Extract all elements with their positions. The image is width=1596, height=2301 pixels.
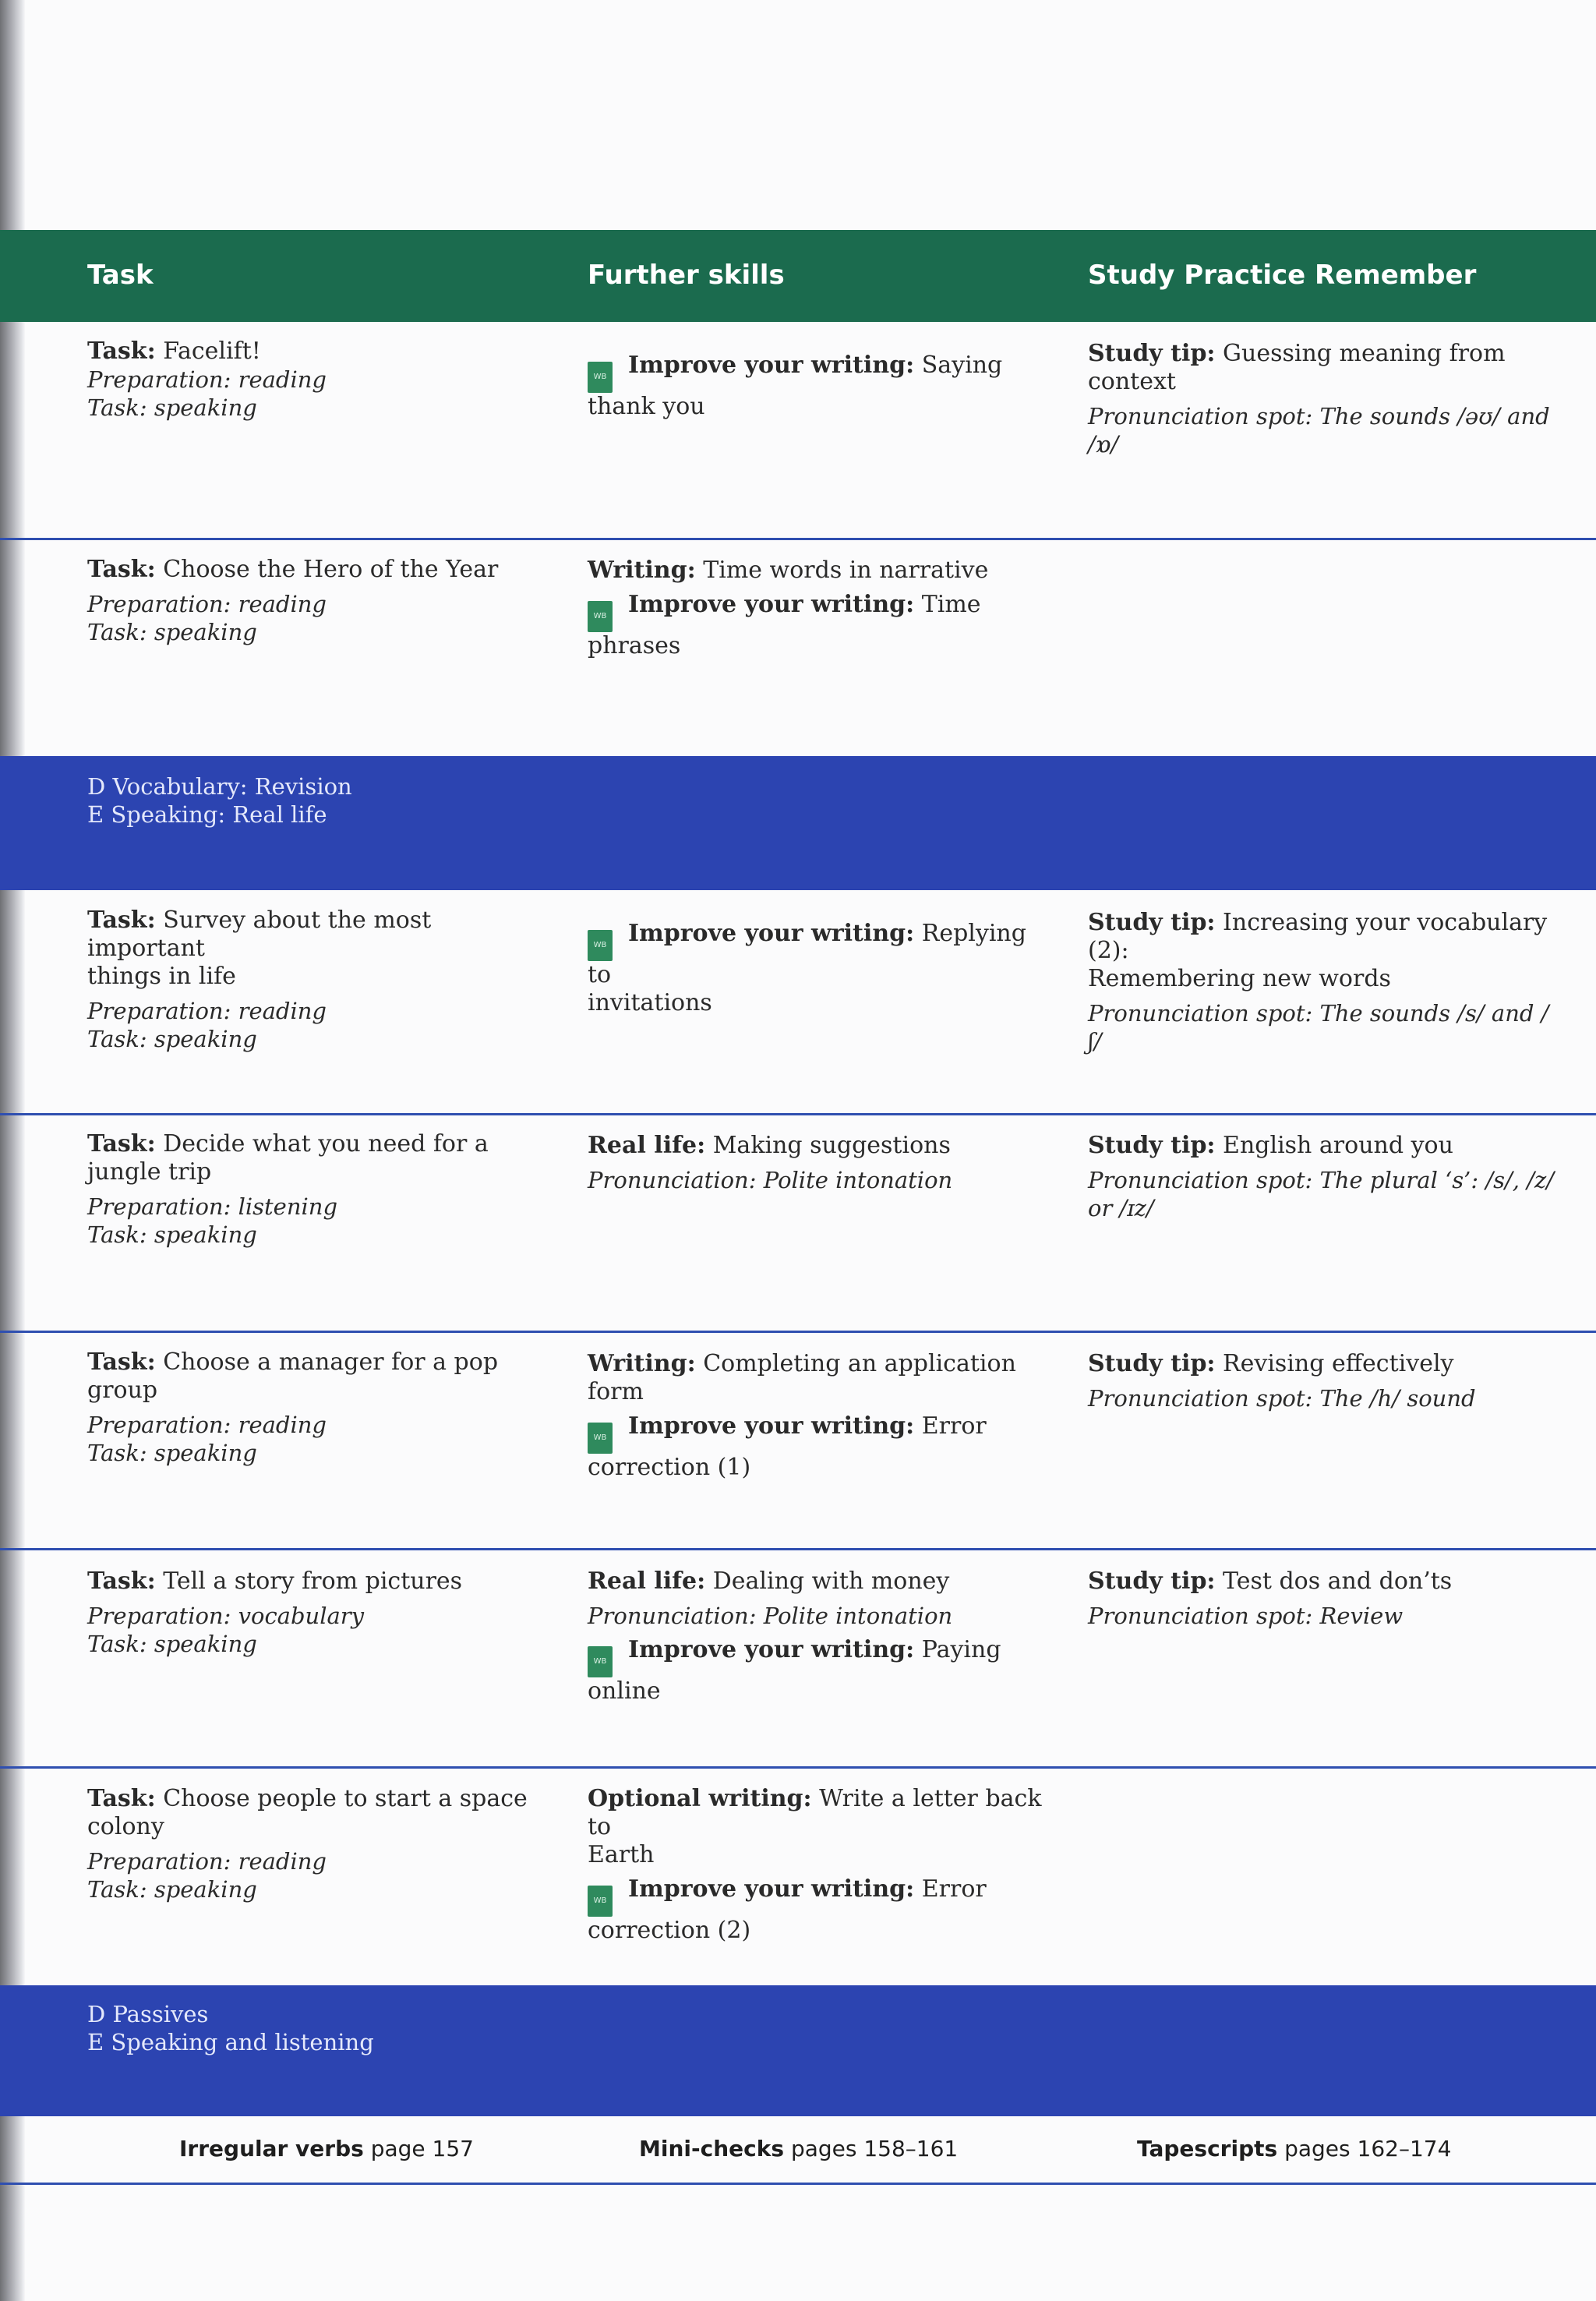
workbook-icon: WB <box>588 1646 613 1677</box>
row-2-further-cell <box>588 557 1055 660</box>
preparation-line: Preparation: vocabulary <box>87 1603 365 1629</box>
band-line-passives: D Passives <box>87 2001 209 2027</box>
pronunciation-spot: Pronunciation spot: Review <box>1088 1603 1404 1629</box>
study-tip-label: Study tip: <box>1088 340 1216 367</box>
task-text: Facelift! <box>163 338 261 365</box>
row-5-study-cell <box>1088 1350 1555 1412</box>
improve-writing-text: Paying <box>921 1636 1001 1663</box>
writing-text-cont: form <box>588 1378 644 1405</box>
task-label: Task: <box>87 556 156 583</box>
header-task: Task <box>87 260 154 291</box>
pronunciation-spot-cont: or /ɪz/ <box>1088 1195 1154 1221</box>
improve-writing-cont: correction (1) <box>588 1454 751 1481</box>
task-text-cont: group <box>87 1377 158 1404</box>
row-3-study-cell <box>1088 909 1555 1055</box>
header-study-practice-remember: Study Practice Remember <box>1088 260 1477 291</box>
pronunciation-spot: Pronunciation spot: The plural ‘s’: /s/, /z/ <box>1088 1167 1555 1193</box>
irregular-verbs-pages: page 157 <box>370 2136 474 2161</box>
real-life-label: Real life: <box>588 1568 706 1595</box>
row-divider <box>0 1331 1596 1333</box>
row-4-study-cell <box>1088 1132 1555 1222</box>
improve-writing-label: Improve your writing: <box>628 352 915 379</box>
row-1-study-cell <box>1088 340 1555 458</box>
row-6-further-cell <box>588 1568 1055 1705</box>
row-2-task-cell <box>87 556 555 646</box>
optional-writing-label: Optional writing: <box>588 1785 812 1812</box>
writing-text: Completing an application <box>703 1350 1016 1377</box>
task-type-line: Task: speaking <box>87 394 257 421</box>
pronunciation-spot: Pronunciation spot: The /h/ sound <box>1088 1385 1476 1412</box>
header-further-skills: Further skills <box>588 260 785 291</box>
task-label: Task: <box>87 1348 156 1376</box>
improve-writing-label: Improve your writing: <box>628 920 915 947</box>
improve-writing-text: Error <box>921 1875 987 1903</box>
row-4-task-cell <box>87 1130 555 1249</box>
task-label: Task: <box>87 338 156 365</box>
task-type-line: Task: speaking <box>87 619 257 645</box>
study-tip-text: English around you <box>1223 1132 1453 1159</box>
tapescripts-label: Tapescripts <box>1137 2136 1278 2161</box>
row-4-further-cell <box>588 1132 1055 1194</box>
task-text: Choose people to start a space <box>163 1785 528 1812</box>
irregular-verbs-label: Irregular verbs <box>179 2136 364 2161</box>
workbook-icon: WB <box>588 1886 613 1917</box>
preparation-line: Preparation: reading <box>87 366 327 393</box>
real-life-text: Dealing with money <box>712 1568 950 1595</box>
improve-writing-label: Improve your writing: <box>628 1412 915 1440</box>
row-5-task-cell <box>87 1348 555 1467</box>
row-divider <box>0 1548 1596 1550</box>
workbook-icon: WB <box>588 930 613 961</box>
task-type-line: Task: speaking <box>87 1221 257 1248</box>
tapescripts-pages: pages 162–174 <box>1284 2136 1452 2161</box>
improve-writing-cont: phrases <box>588 632 681 659</box>
row-5-further-cell <box>588 1350 1055 1482</box>
footer-tapescripts <box>1137 2136 1451 2161</box>
task-text-cont: colony <box>87 1813 164 1840</box>
row-7-further-cell <box>588 1785 1055 1945</box>
pronunciation-line: Pronunciation: Polite intonation <box>588 1167 953 1193</box>
task-type-line: Task: speaking <box>87 1440 257 1466</box>
mini-checks-pages: pages 158–161 <box>790 2136 959 2161</box>
workbook-icon: WB <box>588 1423 613 1454</box>
pronunciation-line: Pronunciation: Polite intonation <box>588 1603 953 1629</box>
task-label: Task: <box>87 1130 156 1158</box>
book-spine-shadow <box>0 0 25 2301</box>
task-type-line: Task: speaking <box>87 1876 257 1903</box>
study-tip-text: Revising effectively <box>1223 1350 1454 1377</box>
preparation-line: Preparation: listening <box>87 1193 338 1220</box>
task-label: Task: <box>87 1568 156 1595</box>
pronunciation-spot: Pronunciation spot: The sounds /əʊ/ and /ɒ/ <box>1088 403 1550 458</box>
pronunciation-spot: Pronunciation spot: The sounds /s/ and /ʃ/ <box>1088 1000 1549 1055</box>
study-tip-label: Study tip: <box>1088 909 1216 936</box>
improve-writing-cont: invitations <box>588 989 712 1016</box>
footer-mini-checks <box>639 2136 958 2161</box>
preparation-line: Preparation: reading <box>87 1848 327 1875</box>
row-1-further-cell <box>588 352 1055 421</box>
improve-writing-cont: online <box>588 1677 661 1705</box>
footer-irregular-verbs <box>179 2136 474 2161</box>
task-text: Decide what you need for a <box>163 1130 489 1158</box>
workbook-icon: WB <box>588 601 613 632</box>
improve-writing-label: Improve your writing: <box>628 1636 915 1663</box>
study-tip-text: Increasing your vocabulary (2): <box>1088 909 1548 964</box>
real-life-label: Real life: <box>588 1132 706 1159</box>
study-tip-label: Study tip: <box>1088 1568 1216 1595</box>
preparation-line: Preparation: reading <box>87 1412 327 1438</box>
improve-writing-cont: correction (2) <box>588 1917 751 1944</box>
task-label: Task: <box>87 1785 156 1812</box>
row-divider <box>0 1766 1596 1769</box>
improve-writing-text: Replying to <box>588 920 1026 988</box>
task-text-cont: jungle trip <box>87 1158 212 1186</box>
band-line-speaking-listening: E Speaking and listening <box>87 2029 374 2055</box>
task-text: Choose the Hero of the Year <box>163 556 499 583</box>
optional-writing-text: Write a letter back to <box>588 1785 1042 1840</box>
real-life-text: Making suggestions <box>712 1132 951 1159</box>
optional-writing-cont: Earth <box>588 1841 655 1868</box>
study-tip-text: Guessing meaning from <box>1223 340 1506 367</box>
writing-text: Time words in narrative <box>703 557 989 584</box>
row-3-task-cell <box>87 907 555 1053</box>
mini-checks-label: Mini-checks <box>639 2136 785 2161</box>
workbook-icon: WB <box>588 362 613 393</box>
row-divider <box>0 538 1596 540</box>
improve-writing-label: Improve your writing: <box>628 1875 915 1903</box>
improve-writing-text: Error <box>921 1412 987 1440</box>
study-tip-label: Study tip: <box>1088 1350 1216 1377</box>
improve-writing-text: Time <box>921 591 981 618</box>
task-label: Task: <box>87 907 156 934</box>
improve-writing-label: Improve your writing: <box>628 591 915 618</box>
improve-writing-cont: thank you <box>588 393 705 420</box>
preparation-line: Preparation: reading <box>87 998 327 1024</box>
task-text-cont: things in life <box>87 963 236 990</box>
improve-writing-text: Saying <box>921 352 1003 379</box>
band-line-speaking-real-life: E Speaking: Real life <box>87 801 327 828</box>
task-text: Choose a manager for a pop <box>163 1348 499 1376</box>
study-tip-label: Study tip: <box>1088 1132 1216 1159</box>
task-type-line: Task: speaking <box>87 1631 257 1657</box>
row-divider <box>0 1113 1596 1115</box>
task-type-line: Task: speaking <box>87 1026 257 1052</box>
row-6-task-cell <box>87 1568 555 1658</box>
writing-label: Writing: <box>588 557 696 584</box>
study-tip-text: Test dos and don’ts <box>1223 1568 1453 1595</box>
study-tip-cont: context <box>1088 368 1176 395</box>
row-6-study-cell <box>1088 1568 1555 1630</box>
row-3-further-cell <box>588 920 1055 1017</box>
preparation-line: Preparation: reading <box>87 591 327 617</box>
band-line-vocabulary-revision: D Vocabulary: Revision <box>87 773 352 800</box>
task-text: Tell a story from pictures <box>163 1568 463 1595</box>
footer-divider <box>0 2183 1596 2185</box>
row-1-task-cell <box>87 338 555 422</box>
study-tip-cont: Remembering new words <box>1088 965 1391 992</box>
task-text: Survey about the most important <box>87 907 432 962</box>
row-7-task-cell <box>87 1785 555 1903</box>
writing-label: Writing: <box>588 1350 696 1377</box>
